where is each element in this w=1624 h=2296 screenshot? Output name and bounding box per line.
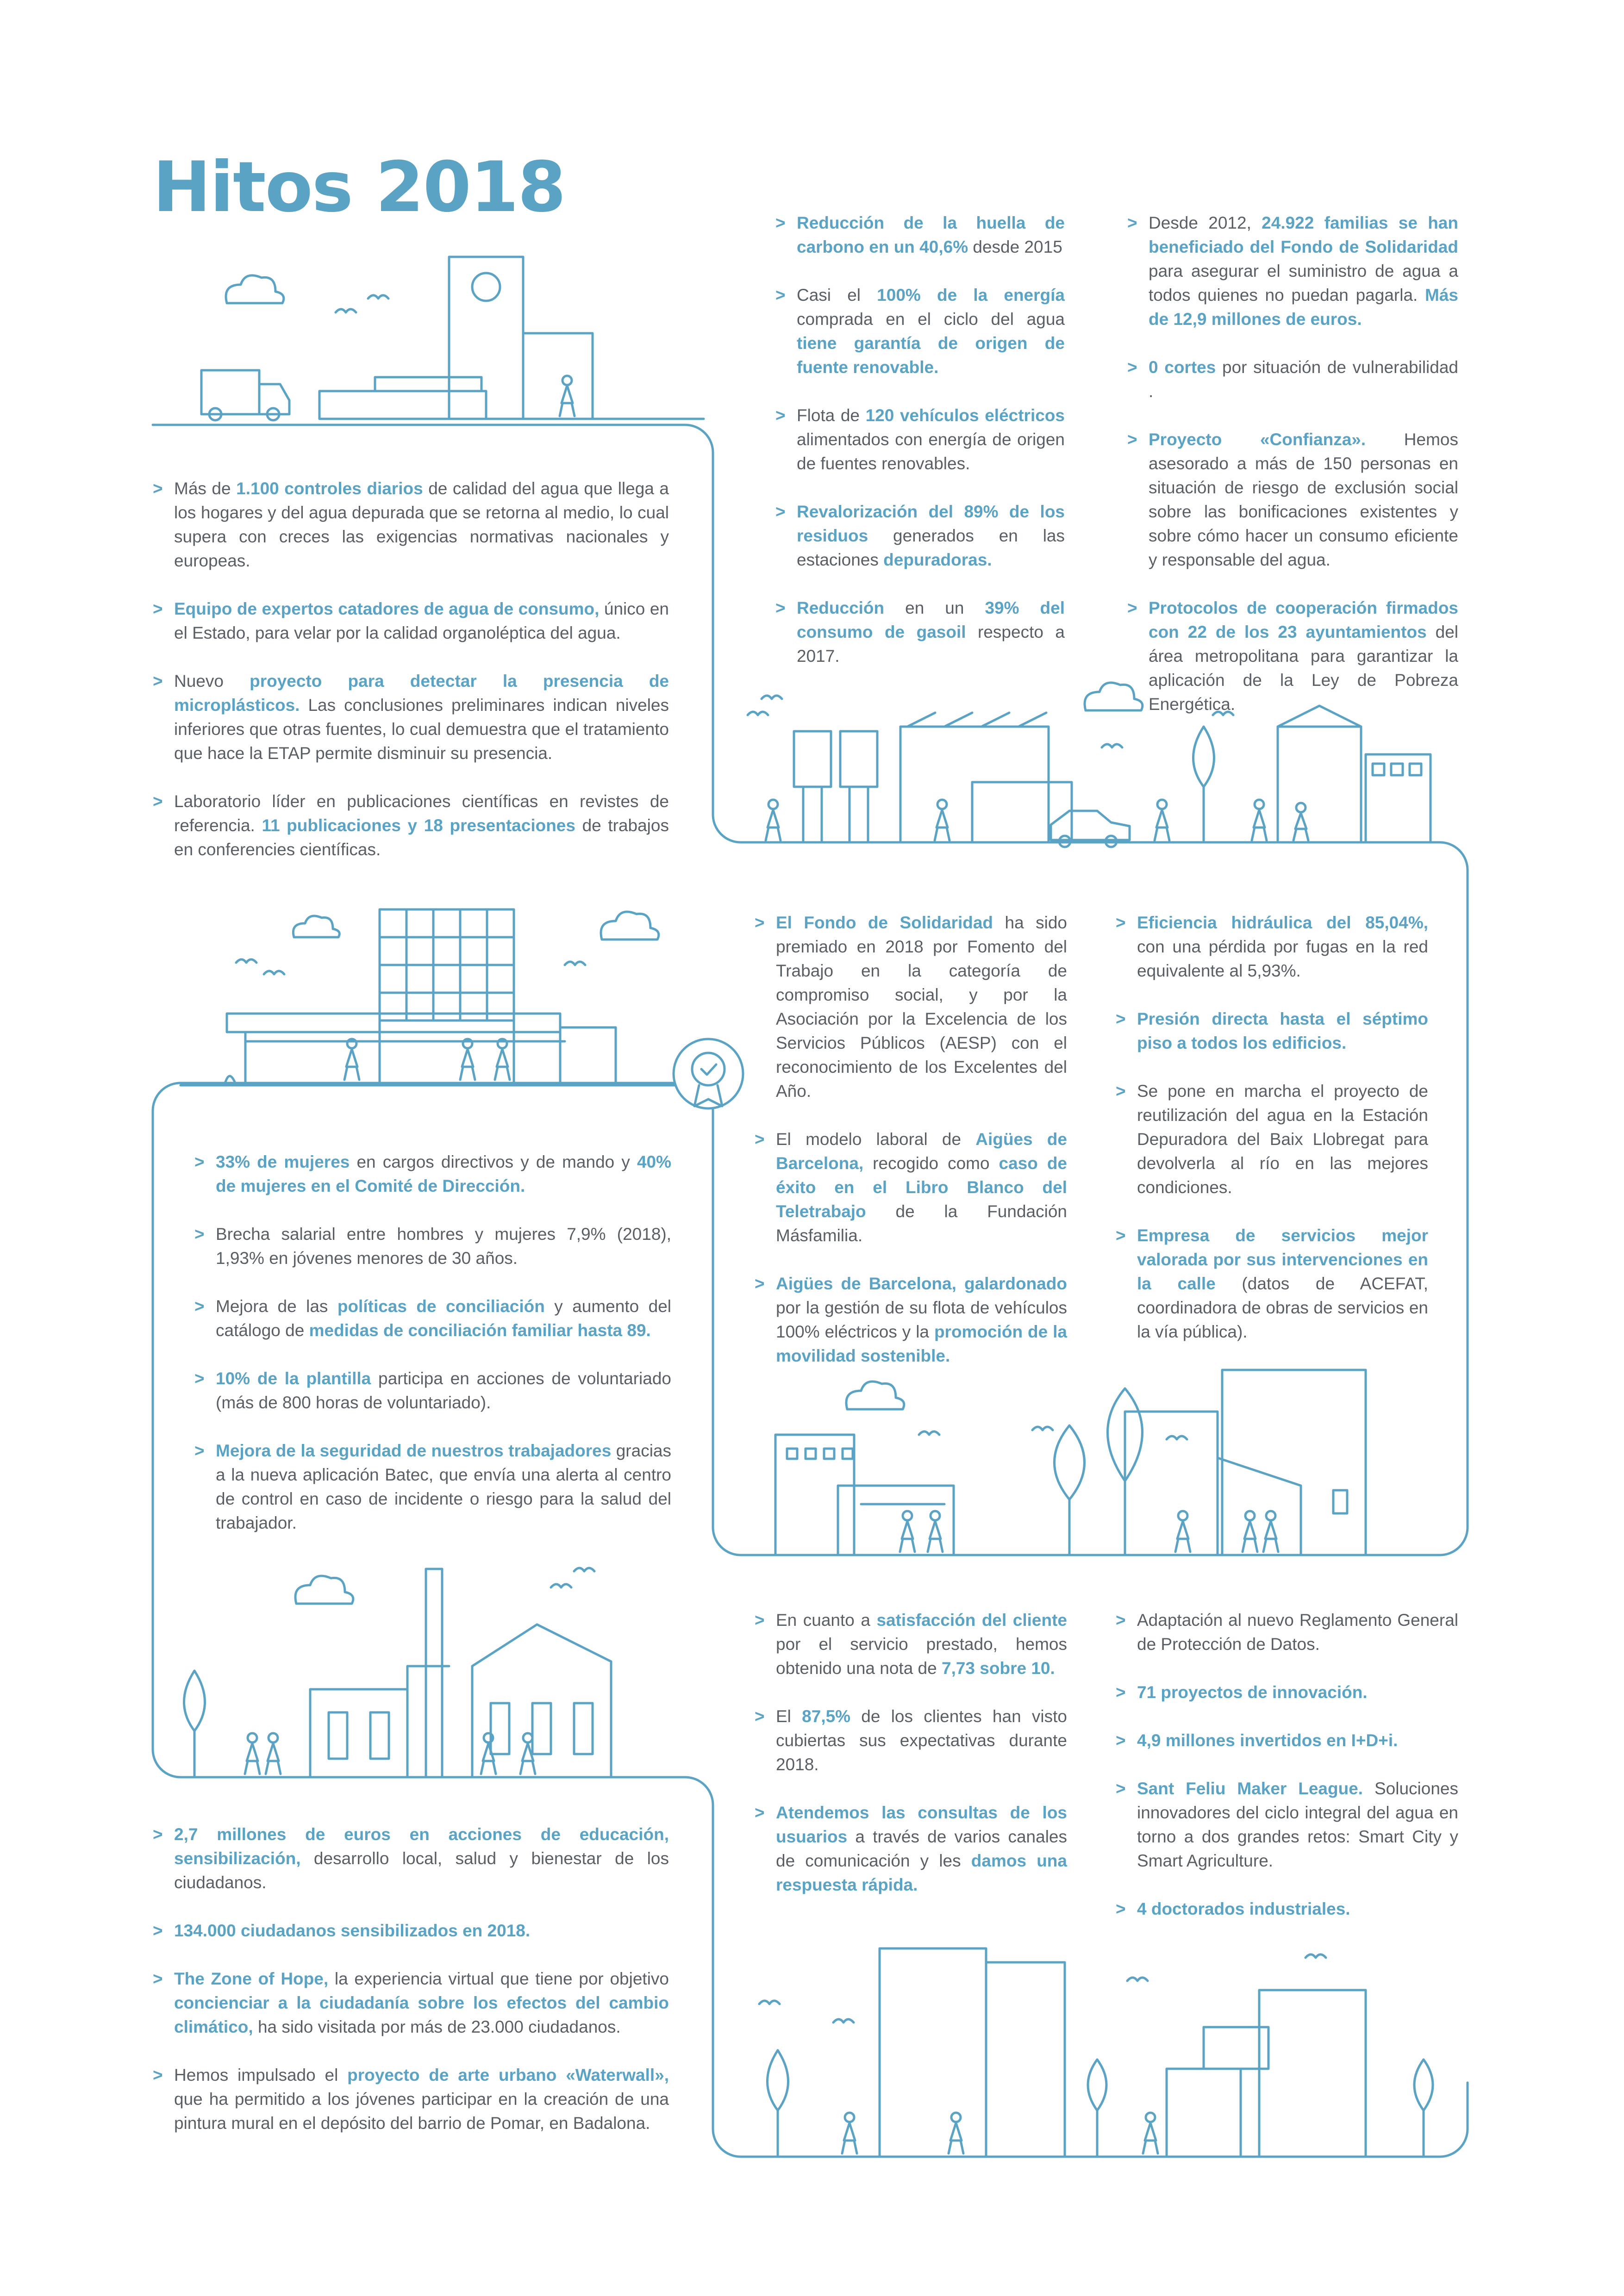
bird-icon (1305, 1954, 1326, 1958)
bullet-item (1116, 911, 1428, 983)
person-icon (460, 1039, 475, 1080)
bullet-item (1116, 1608, 1458, 1656)
bullet-item (194, 1439, 671, 1535)
body-text: comprada en el ciclo del agua (797, 310, 1065, 329)
body-text: del área metropolitana para garantizar la aplicación de la Ley de Pobreza Energética. (1149, 622, 1458, 714)
bullet-item (775, 500, 1065, 572)
tree-icon (1108, 1388, 1143, 1555)
highlight-text: Atendemos las consultas de los usuarios (776, 1803, 1067, 1846)
highlight-text: depuradoras. (883, 550, 992, 569)
tree-icon (1055, 1425, 1085, 1555)
body-text: Hemos impulsado el (174, 2066, 348, 2084)
body-text: en un (884, 598, 985, 617)
bullet-item (1116, 1897, 1458, 1921)
body-text: Soluciones innovadores del ciclo integral del agua en torno a dos grandes retos: Smart City y Smart Agriculture. (1137, 1779, 1458, 1870)
highlight-text: 71 proyectos de innovación. (1137, 1683, 1368, 1702)
person-icon (481, 1733, 496, 1774)
highlight-text: Revalorización del 89% de los residuos (797, 502, 1065, 545)
body-text: Hemos asesorado a más de 150 personas en situación de riesgo de exclusión social sobre las bonificaciones existentes y sobre cómo hacer un consumo eficiente y responsable del agua. (1149, 430, 1458, 569)
body-text: Más de (174, 479, 237, 498)
highlight-text: caso de éxito en el Libro Blanco del Teletrabajo (776, 1154, 1067, 1221)
highlight-text: 33% de mujeres (216, 1152, 350, 1171)
person-icon (928, 1511, 943, 1552)
cloud-icon (226, 275, 284, 303)
bird-icon (565, 962, 585, 965)
body-text: de calidad del agua que llega a los hogares y del agua depurada que se retorna al medio, lo cual supera con creces las exigencias normativas nacionales y europeas. (174, 479, 669, 570)
bird-icon (833, 2019, 854, 2022)
body-text: por la gestión de su flota de vehículos 100% eléctricos y la (776, 1298, 1067, 1341)
page-title: Hitos 2018 (153, 147, 565, 228)
highlight-text: 100% de la energía (877, 286, 1065, 305)
highlight-text: políticas de conciliación (337, 1297, 545, 1316)
highlight-text: 7,73 sobre 10. (942, 1659, 1055, 1678)
scene-park (741, 1370, 1440, 1555)
bullet-item (1127, 596, 1458, 716)
highlight-text: Sant Feliu Maker League. (1137, 1779, 1363, 1798)
bullet-item (755, 1705, 1067, 1777)
bird-icon (236, 959, 256, 963)
bird-icon (551, 1584, 571, 1587)
body-text: (datos de ACEFAT, coordinadora de obras de servicios en la vía pública). (1137, 1274, 1428, 1341)
bird-icon (574, 1568, 594, 1571)
bullet-item (755, 1801, 1067, 1897)
highlight-text: Empresa de servicios mejor valorada por sus intervenciones en la calle (1137, 1226, 1428, 1293)
highlight-text: 40% de mujeres en el Comité de Dirección. (216, 1152, 671, 1195)
body-text: para asegurar el suministro de agua a todos quienes no puedan pagarla. (1149, 261, 1458, 305)
highlight-text: 0 cortes (1149, 358, 1216, 377)
bullet-item (1116, 1224, 1428, 1344)
bullet-item (1116, 1680, 1458, 1705)
bullet-item (153, 477, 669, 573)
body-text: recogido como (863, 1154, 999, 1173)
highlight-text: damos una respuesta rápida. (776, 1851, 1067, 1894)
body-text: desde 2015 (968, 237, 1062, 256)
highlight-text: The Zone of Hope, (174, 1969, 329, 1988)
body-text: El (776, 1707, 802, 1726)
person-icon (900, 1511, 915, 1552)
highlight-text: Equipo de expertos catadores de agua de consumo, (174, 599, 600, 618)
highlight-text: 134.000 ciudadanos sensibilizados en 2018. (174, 1921, 531, 1940)
highlight-text: Reducción (797, 598, 885, 617)
body-text: alimentados con energía de origen de fuentes renovables. (797, 430, 1065, 473)
bullet-item (775, 283, 1065, 380)
section-awards (755, 911, 1067, 1392)
bird-icon (264, 971, 284, 974)
section-social (1127, 211, 1458, 740)
bird-icon (919, 1431, 939, 1435)
section-people (194, 1150, 671, 1559)
bullet-item (755, 1272, 1067, 1368)
tree-icon (1414, 2060, 1433, 2157)
highlight-text: Mejora de la seguridad de nuestros trabajadores (216, 1441, 612, 1460)
highlight-text: 11 publicaciones y 18 presentaciones (262, 816, 575, 835)
bullet-item (194, 1294, 671, 1343)
highlight-text: 1.100 controles diarios (236, 479, 423, 498)
bullet-item (1127, 211, 1458, 331)
bird-icon (368, 295, 388, 299)
body-text: a través de varios canales de comunicación y les (776, 1827, 1067, 1870)
bullet-item (153, 1967, 669, 2039)
person-icon (344, 1039, 359, 1080)
person-icon (935, 800, 949, 840)
highlight-text: Presión directa hasta el séptimo piso a todos los edificios. (1137, 1009, 1428, 1052)
person-icon (1243, 1511, 1257, 1552)
bullet-item (775, 596, 1065, 668)
body-text: Desde 2012, (1149, 213, 1262, 232)
building-icon (319, 257, 704, 419)
section-efficiency (1116, 911, 1428, 1368)
highlight-text: Protocolos de cooperación firmados con 22 de los 23 ayuntamientos (1149, 598, 1458, 641)
highlight-text: 87,5% (802, 1707, 851, 1726)
scene-water-plant (201, 257, 704, 420)
bullet-item (755, 1608, 1067, 1680)
highlight-text: Reducción de la huella de carbono en un 40,6% (797, 213, 1065, 256)
body-text: Brecha salarial entre hombres y mujeres 7,9% (2018), 1,93% en jóvenes menores de 30 años. (216, 1225, 671, 1268)
person-icon (245, 1733, 260, 1774)
body-text: con una pérdida por fugas en la red equivalente al 5,93%. (1137, 937, 1428, 980)
bird-icon (1167, 1436, 1187, 1439)
bullet-item (755, 1127, 1067, 1248)
body-text: El modelo laboral de (776, 1130, 976, 1149)
highlight-text: 24.922 familias se han beneficiado del Fondo de Solidaridad (1149, 213, 1458, 256)
highlight-text: 4 doctorados industriales. (1137, 1899, 1350, 1918)
body-text: Adaptación al nuevo Reglamento General de Protección de Datos. (1137, 1611, 1458, 1654)
person-icon (949, 2113, 963, 2153)
bird-icon (759, 2001, 780, 2004)
highlight-text: 39% del consumo de gasoil (797, 598, 1065, 641)
highlight-text: concienciar a la ciudadanía sobre los efectos del cambio climático, (174, 1993, 669, 2036)
body-text: de los clientes han visto cubiertas sus expectativas durante 2018. (776, 1707, 1067, 1774)
section-education (153, 1823, 669, 2159)
body-text: en cargos directivos y de mando y (350, 1152, 637, 1171)
highlight-text: 2,7 millones de euros en acciones de educación, sensibilización, (174, 1825, 669, 1868)
bird-icon (1032, 1427, 1053, 1430)
body-text: que ha permitido a los jóvenes participar en la creación de una pintura mural en el depósito del barrio de Pomar, en Badalona. (174, 2090, 669, 2133)
section-customers (755, 1608, 1067, 1921)
person-icon (842, 2113, 857, 2153)
highlight-text: 10% de la plantilla (216, 1369, 371, 1388)
highlight-text: tiene garantía de origen de fuente renovable. (797, 334, 1065, 377)
person-icon (1293, 803, 1308, 840)
body-text: por situación de vulnerabilidad . (1149, 358, 1458, 401)
tree-icon (1088, 2060, 1106, 2157)
highlight-text: Más de 12,9 millones de euros. (1149, 286, 1458, 329)
cloud-icon (293, 916, 339, 937)
highlight-text: Proyecto «Confianza». (1149, 430, 1366, 449)
person-icon (495, 1039, 510, 1080)
award-badge-icon (674, 1039, 743, 1108)
highlight-text: Eficiencia hidráulica del 85,04%, (1137, 913, 1428, 932)
bird-icon (748, 712, 768, 715)
bullet-item (153, 597, 669, 645)
bullet-item (153, 790, 669, 862)
highlight-text: 4,9 millones invertidos en I+D+i. (1137, 1731, 1398, 1750)
section-innovation (1116, 1608, 1458, 1945)
body-text: de trabajos en conferencies científicas. (174, 816, 669, 859)
bullet-item (194, 1222, 671, 1270)
bullet-item (1127, 355, 1458, 404)
body-text: generados en las estaciones (797, 526, 1065, 569)
body-text: Casi el (797, 286, 877, 305)
body-text: Mejora de las (216, 1297, 337, 1316)
person-icon (1175, 1511, 1190, 1552)
person-icon (1252, 800, 1267, 840)
body-text: Laboratorio líder en publicaciones científicas en revistes de referencia. (174, 792, 669, 835)
highlight-text: 120 vehículos eléctricos (865, 406, 1065, 425)
bullet-item (153, 669, 669, 765)
highlight-text: Aigües de Barcelona, (776, 1130, 1067, 1173)
cloud-icon (295, 1576, 353, 1604)
body-text: la experiencia virtual que tiene por objetivo (328, 1969, 669, 1988)
body-text: gracias a la nueva aplicación Batec, que envía una alerta al centro de control en caso de incidente o riesgo para la salud del trabajador. (216, 1441, 671, 1532)
bullet-item (775, 404, 1065, 476)
scene-office (181, 909, 676, 1085)
bullet-item (1116, 1777, 1458, 1873)
bullet-item (1127, 428, 1458, 572)
highlight-text: El Fondo de Solidaridad (776, 913, 993, 932)
body-text: ha sido premiado en 2018 por Fomento del Trabajo en la categoría de compromiso social, y por la Asociación por la Excelencia de los Servicios Públicos (AESP) con el reconocimiento de los Excelentes del Año. (776, 913, 1067, 1101)
body-text: Nuevo (174, 672, 250, 691)
person-icon (1143, 2113, 1158, 2153)
bird-icon (1127, 1978, 1148, 1981)
section-environment (775, 211, 1065, 692)
body-text: Se pone en marcha el proyecto de reutilización del agua en la Estación Depuradora del Baix Llobregat para devolverla al río en las mejores condiciones. (1137, 1082, 1428, 1197)
bullet-item (194, 1150, 671, 1198)
bullet-item (1116, 1079, 1428, 1200)
bird-icon (1102, 744, 1122, 747)
highlight-text: proyecto para detectar la presencia de microplásticos. (174, 672, 669, 715)
highlight-text: promoción de la movilidad sostenible. (776, 1322, 1067, 1365)
body-text: participa en acciones de voluntariado (más de 800 horas de voluntariado). (216, 1369, 671, 1412)
person-icon (560, 376, 575, 416)
bird-icon (336, 309, 356, 312)
person-icon (1155, 800, 1169, 840)
car-icon (1051, 811, 1130, 847)
highlight-text: medidas de conciliación familiar hasta 89. (309, 1321, 651, 1340)
tree-icon (1193, 727, 1214, 842)
section-water-quality (153, 477, 669, 886)
bullet-item (1116, 1729, 1458, 1753)
tree-icon (184, 1671, 205, 1777)
scene-factory (181, 1568, 685, 1777)
tree-icon (768, 2050, 788, 2157)
body-text: por el servicio prestado, hemos obtenido una nota de (776, 1635, 1067, 1678)
body-text: y aumento del catálogo de (216, 1297, 672, 1340)
bullet-item (755, 911, 1067, 1103)
cloud-icon (601, 912, 659, 940)
person-icon (266, 1733, 281, 1774)
body-text: respecto a 2017. (797, 622, 1065, 666)
bird-icon (762, 696, 782, 699)
highlight-text: proyecto de arte urbano «Waterwall», (347, 2066, 669, 2084)
bullet-item (194, 1367, 671, 1415)
person-icon (766, 800, 781, 840)
scene-city (741, 1948, 1440, 2157)
person-icon (520, 1733, 535, 1774)
bullet-item (153, 1823, 669, 1895)
bullet-item (775, 211, 1065, 259)
highlight-text: satisfacción del cliente (876, 1611, 1068, 1630)
body-text: Las conclusiones preliminares indican niveles inferiores que otras fuentes, lo cual demuestra que el tratamiento que hace la ETAP permite disminuir su presencia. (174, 696, 669, 763)
body-text: desarrollo local, salud y bienestar de los ciudadanos. (174, 1849, 669, 1892)
bullet-item (153, 1919, 669, 1943)
highlight-text: Aigües de Barcelona, galardonado (776, 1274, 1067, 1293)
body-text: En cuanto a (776, 1611, 877, 1630)
truck-icon (201, 370, 289, 420)
bullet-item (153, 2063, 669, 2135)
body-text: Flota de (797, 406, 866, 425)
body-text: de la Fundación Másfamilia. (776, 1202, 1067, 1245)
body-text: único en el Estado, para velar por la calidad organoléptica del agua. (174, 599, 669, 642)
body-text: ha sido visitada por más de 23.000 ciudadanos. (253, 2017, 621, 2036)
bullet-item (1116, 1007, 1428, 1055)
person-icon (1263, 1511, 1278, 1552)
